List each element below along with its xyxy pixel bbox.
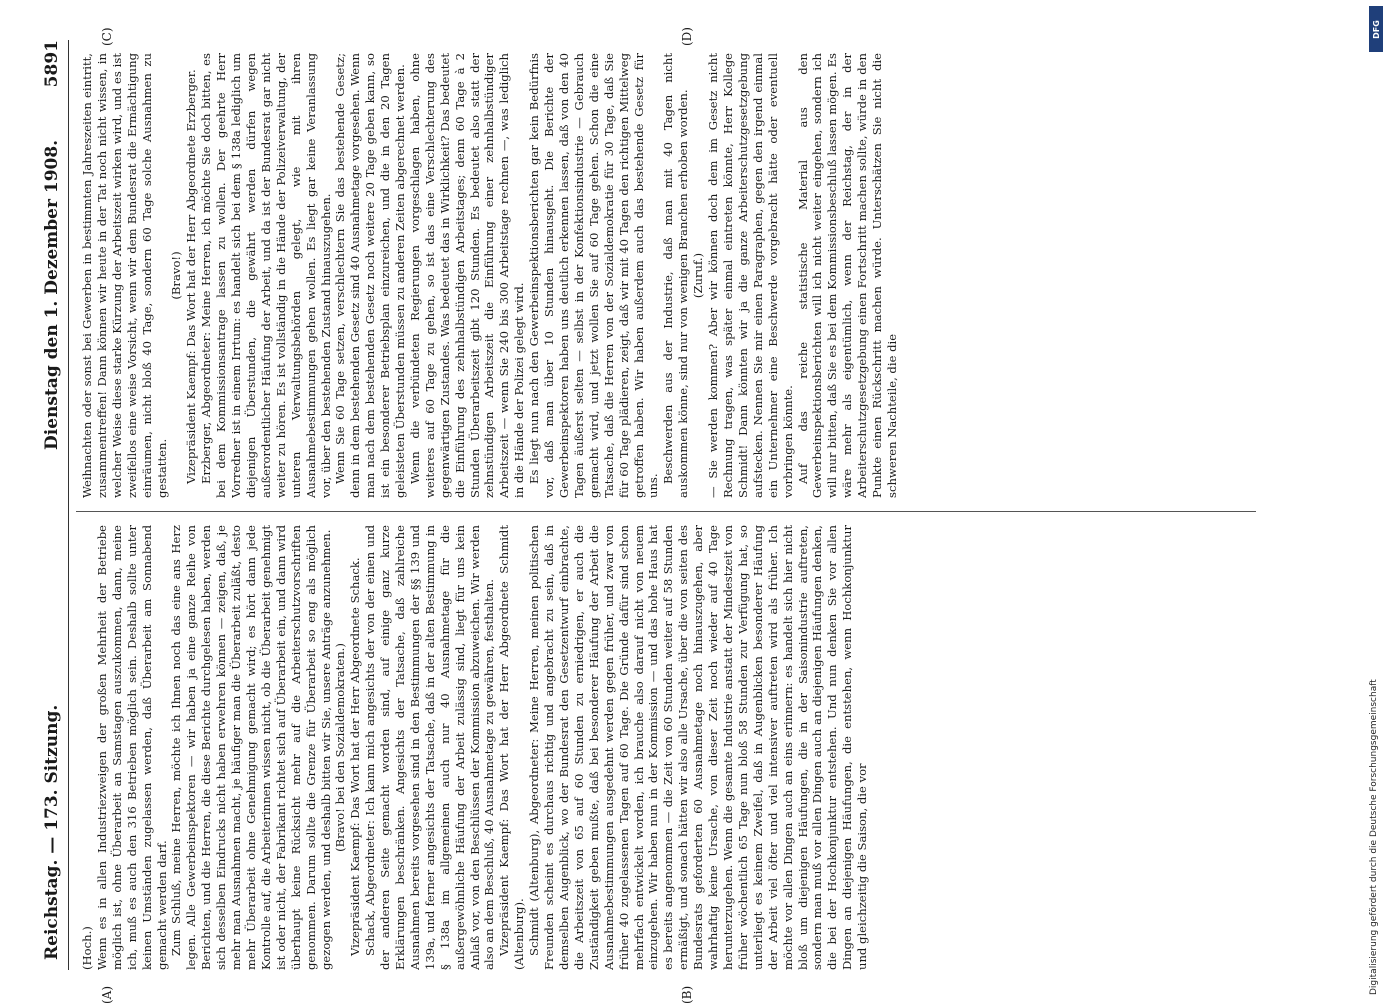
dfg-logo: DFG [1369, 6, 1383, 52]
paragraph: Es liegt nun nach den Gewerbeinspektionsberichten gar kein Bedürfnis vor, daß man über 10 Stunden hinausgeht. Die Berichte der Gewerbeinspektoren haben uns deutlich erkennen lassen, daß von den 40 Tagen äußerst selten — selbst in der Konfektionsindustrie — Gebrauch gemacht wird, und jetzt wollen Sie auf 60 Tage gehen. Schon die eine Tatsache, daß die Herren von der Sozialdemokratie für 30 Tage, daß Sie für 60 Tage plädieren, zeigt, daß wir mit 40 Tagen den richtigen Mittelweg getroffen haben. Wir haben außerdem auch das bestehende Gesetz für uns. [527, 53, 661, 498]
header-rule [68, 40, 69, 970]
paragraph: Vizepräsident Kaempf: Das Wort hat der Herr Abgeordnete Erzberger. [184, 69, 199, 484]
digitization-credit: Digitalisierung gefördert durch die Deutsche Forschungsgemeinschaft [1369, 679, 1379, 995]
paragraph: Schack, Abgeordneter: Ich kann mich angesichts der von der einen und der anderen Seite gemacht worden sind, auf einige ganz kurze Erklärungen beschränken. Angesichts der Tatsache, daß zahlreiche Ausnahmen bereits vorgesehen sind in den Bestimmungen der §§ 139 und 139a, und ferner angesichts der Tatsache, daß in der alten Bestimmung in § 138a im allgemeinen auch nur 40 Ausnahmetage für die außergewöhnliche Häufung der Arbeit zulässig sind, liegt für uns kein Anlaß vor, von den Beschlüssen der Kommission abzuweichen. Wir werden also an dem Beschluß, 40 Ausnahmetage zu gewähren, festhalten. [363, 525, 497, 970]
paragraph: Wenn es in allen Industriezweigen der großen Mehrheit der Betriebe möglich ist, ohne Überarbeit an Samstagen auszukommen, dann, meine ich, muß es auch den 316 Betrieben möglich sein. Deshalb sollte unter keinen Umständen zugelassen werden, daß Überarbeit am Sonnabend gemacht werden darf. [94, 525, 169, 970]
paragraph: Beschwerden aus der Industrie, daß man mit 40 Tagen nicht auskommen könne, sind nur von wenigen Branchen erhoben worden. [661, 53, 691, 498]
margin-marker-c: (C) [100, 27, 114, 46]
margin-marker-d: (D) [680, 27, 694, 46]
paragraph: Schmidt (Altenburg), Abgeordneter: Meine Herren, meinen politischen Freunden scheint es durchaus richtig und angebracht zu sein, daß in demselben Augenblick, wo der Bundesrat den Gesetzentwurf einbrachte, die Arbeitszeit von 65 auf 60 Stunden zu erniedrigen, er auch die Zuständigkeit geben mußte, daß bei besonderer Häufung der Arbeit die Ausnahmebestimmungen ausgedehnt werden gegen früher, und zwar von früher 40 zugelassenen Tagen auf 60 Tage. Die Gründe dafür sind schon mehrfach entwickelt worden, ich brauche also darauf nicht von neuem einzugehen. Wir haben nun in der Kommission — und das hohe Haus hat es bereits angenommen — die Zeit von 60 Stunden weiter auf 58 Stunden ermäßigt, und sonach hätten wir also alle Ursache, über die von seiten des Bundesrats geforderten 60 Ausnahmetage noch hinauszugehen, aber wahrhaftig keine Ursache, von dieser Zeit noch wieder auf 40 Tage herunterzugehen. Wenn die gesamte Industrie anstatt der Mindestzeit von früher wöchentlich 65 Tage nun bloß 58 Stunden zur Verfügung hat, so unterliegt es keinem Zweifel, daß in Augenblicken besonderer Häufung der Arbeit viel öfter und viel intensiver auftreten wird als früher. Ich möchte vor allen Dingen auch an eins erinnern: es handelt sich hier nicht bloß um diejenigen Häufungen, die in der Saisonindustrie auftreten, sondern man muß vor allen Dingen auch an diejenigen Häufungen denken, die bei der Hochkonjunktur entstehen. Und nun denken Sie vor allen Dingen an diejenigen Häufungen, die entstehen, wenn Hochkonjunktur und gleichzeitig die Saison, die vor [527, 525, 870, 970]
paragraph: — Sie werden kommen? Aber wir können doch dem im Gesetz nicht Rechnung tragen, was später einmal eintreten könnte, Herr Kollege Schmidt! Dann könnten wir ja die ganze Arbeiterschutzgesetzgebung aufstecken. Nennen Sie mir einen Paragraphen, gegen den irgend einmal ein Unternehmer eine Beschwerde vorgebracht hätte oder eventuell vorbringen könnte. [706, 53, 795, 498]
paragraph: Wenn die verbündeten Regierungen vorgeschlagen haben, ohne weiteres auf 60 Tage zu gehen, so ist das eine Verschlechterung des gegenwärtigen Zustandes. Was bedeutet das in Wirklichkeit? Das bedeutet die Einführung des zehnhalbstündigen Arbeitstages; denn 60 Tage à 2 Stunden Überarbeitszeit gibt 120 Stunden. Es bedeutet also statt der zehnstündigen Arbeitszeit die Einführung einer zehnhalbstündiger Arbeitszeit — wenn Sie 240 bis 300 Arbeitstage rechnen —, was lediglich in die Hände der Polizei gelegt wird. [407, 53, 527, 498]
paragraph: Zum Schluß, meine Herren, möchte ich Ihnen noch das eine ans Herz legen. Alle Gewerbeinspektoren — wir haben ja eine ganze Reihe von Berichten, und die Herren, die diese Berichte durchgelesen haben, werden sich desselben Eindrucks nicht haben erwehren können — zeigen, daß, je mehr man Ausnahmen macht, je häufiger man die Überarbeit zuläßt, desto mehr Überarbeit ohne Genehmigung gemacht wird; es hört dann jede Kontrolle auf, die Arbeiterinnen wissen nicht, ob die Überarbeit genehmigt ist oder nicht, der Fabrikant richtet sich auf Überarbeit ein, und dann wird überhaupt keine Rücksicht mehr auf die Arbeiterschutzvorschriften genommen. Darum sollte die Grenze für Überarbeit so eng als möglich gezogen werden, und deshalb bitten wir Sie, unsere Anträge anzunehmen. [169, 525, 333, 970]
page-header [40, 40, 66, 970]
margin-marker-b: (B) [680, 985, 694, 1004]
paragraph: (Bravo!) [169, 251, 184, 300]
right-text-column [80, 53, 1280, 498]
margin-marker-a: (A) [100, 985, 114, 1004]
paragraph: Vizepräsident Kaempf: Das Wort hat der Herr Abgeordnete Schmidt (Altenburg). [497, 525, 527, 970]
paragraph: (Hoch.) [80, 926, 94, 970]
left-text-column [80, 525, 1280, 970]
paragraph: Weihnachten oder sonst bei Gewerben in bestimmten Jahreszeiten eintritt, zusammentreffen! Dann können wir heute in der Tat noch nicht wissen, in welcher Weise diese starke Kürzung der Arbeitszeit wirken wird, und es ist zweifellos eine weise Vorsicht, wenn wir dem Bundesrat die Ermächtigung einräumen, nicht bloß 40 Tage, sondern 60 Tage solche Ausnahmen zu gestatten. [80, 53, 169, 498]
paragraph: Vizepräsident Kaempf: Das Wort hat der Herr Abgeordnete Schack. [348, 557, 363, 956]
header-date: Dienstag den 1. Dezember 1908. [42, 139, 62, 450]
paragraph: (Bravo! bei den Sozialdemokraten.) [333, 643, 348, 852]
document-page [40, 27, 1340, 1004]
paragraph: Wenn Sie 60 Tage setzen, verschlechtern Sie das bestehende Gesetz; denn in dem bestehenden Gesetz sind 40 Ausnahmetage vorgesehen. Wenn man nach dem bestehenden Gesetz noch weitere 20 Tage geben kann, so ist ein besonderer Betriebsplan einzureichen, und die in den 20 Tagen geleisteten Überstunden müssen zu anderen Zeiten abgerechnet werden. [333, 53, 408, 498]
header-chamber: Reichstag. — 173. Sitzung. [42, 704, 62, 960]
page-number: 5891 [42, 40, 62, 88]
column-divider [76, 511, 1256, 512]
paragraph: Auf das reiche statistische Material aus den Gewerbeinspektionsberichten will ich nicht weiter eingehen, sondern ich will nur bitten, daß Sie es bei dem Kommissionsbeschluß lassen mögen. Es wäre mehr als eigentümlich, wenn der Reichstag, der in der Arbeiterschutzgesetzgebung einen Fortschritt machen sollte, würde in den Punkte einen Rückschritt machen würde. Unterschätzen Sie nicht die schweren Nachteile, die die [795, 53, 899, 498]
paragraph: Erzberger, Abgeordneter: Meine Herren, ich möchte Sie doch bitten, es bei dem Kommissionsantrage lassen zu wollen. Der geehrte Herr Vorredner ist in einem Irrtum: es handelt sich bei dem § 138a lediglich um diejenigen Überstunden, die gewährt werden dürfen wegen außerordentlicher Häufung der Arbeit, und da ist der Bundesrat gar nicht weiter zu hören. Es ist vollständig in die Hände der Polizeiverwaltung, der unteren Verwaltungsbehörden gelegt, wie mit ihren Ausnahmebestimmungen gehen wollen. Es liegt gar keine Veranlassung vor, über den bestehenden Zustand hinauszugehen. [199, 53, 333, 498]
paragraph: (Zuruf.) [691, 252, 706, 299]
